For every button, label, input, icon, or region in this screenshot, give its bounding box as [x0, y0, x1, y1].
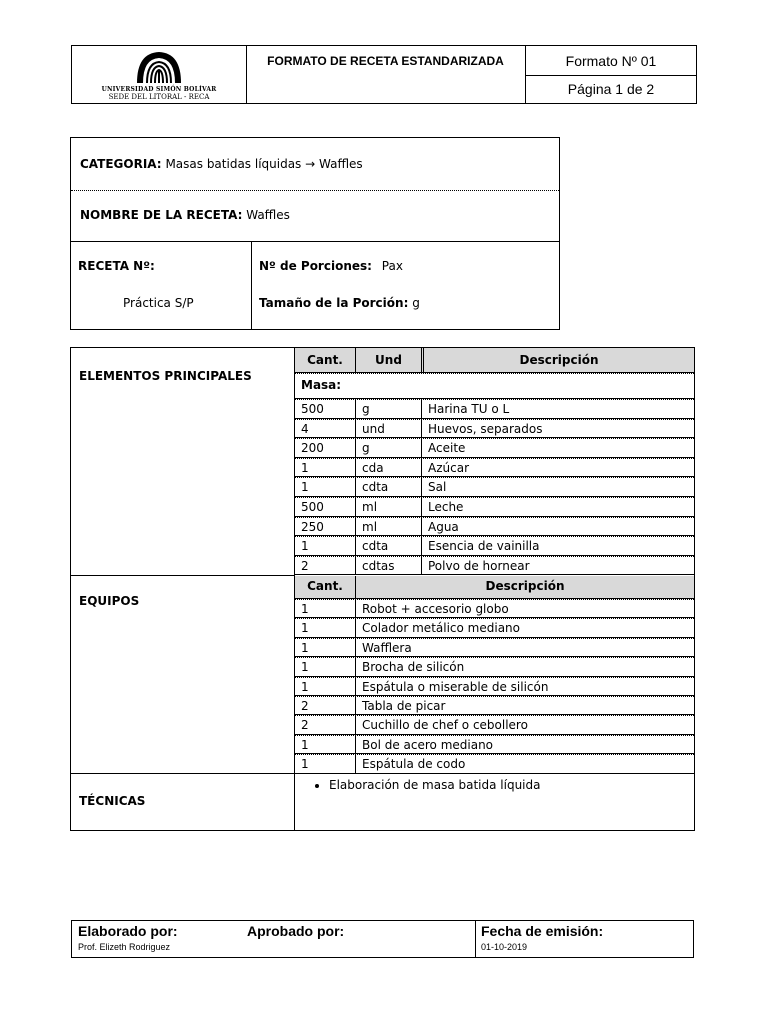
equipment-row [295, 638, 694, 657]
categoria-value: Masas batidas líquidas → Waffles [165, 157, 363, 171]
tecnicas-content [295, 774, 694, 830]
equipment-desc: Cuchillo de chef o cebollero [355, 716, 694, 733]
equipment-desc: Wafflera [355, 639, 694, 656]
equipment-cant: 2 [301, 699, 309, 713]
receta-label: RECETA Nº: [78, 259, 155, 273]
document-header [71, 45, 697, 104]
footer-divider [475, 921, 476, 957]
document-title: FORMATO DE RECETA ESTANDARIZADA [246, 46, 526, 103]
ingredient-cant: 500 [301, 402, 324, 416]
categoria-label: CATEGORIA: [80, 157, 162, 171]
aprobado-label: Aprobado por: [247, 923, 345, 939]
equipment-row [295, 618, 694, 637]
logo-line2: SEDE DEL LITORAL - RECA [108, 93, 210, 101]
info-divider [251, 241, 252, 329]
ingredient-row [295, 458, 694, 478]
ingredient-desc: Esencia de vainilla [421, 537, 694, 555]
equipment-row [295, 599, 694, 618]
equipment-desc: Bol de acero mediano [355, 736, 694, 753]
ingredient-und: cdta [355, 537, 421, 555]
tamano-label: Tamaño de la Porción: [259, 296, 409, 310]
equipment-cant: 1 [301, 757, 309, 772]
recipe-info [70, 137, 560, 330]
ingredient-und: g [355, 439, 421, 457]
receta-value: Práctica S/P [123, 296, 194, 310]
page-number: Página 1 de 2 [567, 81, 655, 97]
equipment-row [295, 657, 694, 676]
document-footer [71, 920, 694, 958]
ingredient-cant: 2 [301, 558, 309, 573]
ingredient-desc: Agua [421, 518, 694, 536]
ingredient-cant: 4 [301, 421, 309, 436]
tecnicas-section [71, 774, 295, 830]
equipos-label: EQUIPOS [79, 594, 140, 608]
ingredient-und: ml [355, 518, 421, 536]
equipment-row [295, 677, 694, 696]
header-descripcion: Descripción [421, 348, 694, 372]
ingredient-cant: 500 [301, 500, 324, 514]
equipment-desc: Robot + accesorio globo [355, 600, 694, 617]
nombre-value: Waffles [246, 208, 290, 222]
ingredient-row [295, 477, 694, 497]
equipment-cant: 1 [301, 640, 309, 655]
ingredient-desc: Huevos, separados [421, 420, 694, 438]
ingredient-cant: 250 [301, 519, 324, 534]
porciones-label: Nº de Porciones: [259, 259, 372, 273]
ingredient-und: cdtas [355, 557, 421, 575]
equipment-row [295, 735, 694, 754]
equipment-row [295, 754, 694, 773]
equipment-desc: Espátula o miserable de silicón [355, 678, 694, 695]
ingredient-row [295, 536, 694, 556]
ingredient-cant: 1 [301, 539, 309, 554]
nombre-label: NOMBRE DE LA RECETA: [80, 208, 243, 222]
masa-subheader: Masa: [301, 378, 342, 392]
ingredient-und: cda [355, 459, 421, 477]
tecnicas-label: TÉCNICAS [79, 794, 146, 808]
ingredient-row [295, 497, 694, 517]
ingredient-row [295, 556, 694, 576]
ingredient-desc: Harina TU o L [421, 400, 694, 418]
ingredient-desc: Polvo de hornear [421, 557, 694, 575]
tecnicas-list [295, 778, 694, 792]
elementos-header-row [295, 348, 694, 373]
elaborado-value: Prof. Elizeth Rodriguez [78, 942, 171, 952]
categoria-row [71, 138, 559, 191]
equipment-cant: 1 [301, 621, 309, 636]
ingredient-und: und [355, 420, 421, 438]
equipment-cant: 1 [301, 602, 309, 616]
ingredient-desc: Leche [421, 498, 694, 516]
ingredient-row [295, 438, 694, 458]
equipos-header-cant: Cant. [295, 576, 355, 598]
ingredient-cant: 1 [301, 480, 309, 495]
nombre-row [71, 190, 559, 242]
tamano-value: g [412, 296, 420, 310]
ingredient-desc: Sal [421, 478, 694, 496]
masa-subheader-row [295, 373, 694, 399]
ingredient-row [295, 399, 694, 419]
porciones-value: Pax [381, 259, 403, 273]
elementos-label: ELEMENTOS PRINCIPALES [79, 369, 252, 383]
header-und: Und [355, 348, 421, 372]
elaborado-label: Elaborado por: [78, 923, 178, 939]
equipment-desc: Tabla de picar [355, 697, 694, 714]
equipos-header-row [295, 576, 694, 599]
equipment-desc: Colador metálico mediano [355, 619, 694, 636]
university-logo-icon [129, 49, 189, 85]
logo-line1: UNIVERSIDAD SIMÓN BOLÍVAR [101, 86, 217, 93]
ingredient-und: g [355, 400, 421, 418]
ingredient-desc: Azúcar [421, 459, 694, 477]
recipe-table [70, 347, 695, 831]
ingredient-cant: 200 [301, 441, 324, 456]
equipos-section [71, 576, 295, 774]
equipment-cant: 1 [301, 737, 309, 752]
ingredient-cant: 1 [301, 460, 309, 475]
equipment-row [295, 696, 694, 715]
equipment-desc: Espátula de codo [355, 755, 694, 772]
logo-cell [72, 46, 247, 103]
equipment-cant: 2 [301, 718, 309, 733]
equipment-cant: 1 [301, 660, 309, 675]
equipment-row [295, 715, 694, 734]
ingredient-und: cdta [355, 478, 421, 496]
ingredient-desc: Aceite [421, 439, 694, 457]
elementos-section [71, 348, 295, 576]
format-number: Formato Nº 01 [526, 46, 696, 76]
ingredient-und: ml [355, 498, 421, 516]
header-cant: Cant. [295, 348, 355, 372]
ingredient-row [295, 517, 694, 537]
equipos-header-descripcion: Descripción [355, 576, 694, 598]
ingredient-row [295, 419, 694, 439]
fecha-label: Fecha de emisión: [481, 923, 604, 939]
equipment-cant: 1 [301, 679, 309, 694]
fecha-value: 01-10-2019 [481, 942, 528, 952]
tecnica-item: • Elaboración de masa batida líquida [329, 778, 694, 792]
equipment-desc: Brocha de silicón [355, 658, 694, 675]
